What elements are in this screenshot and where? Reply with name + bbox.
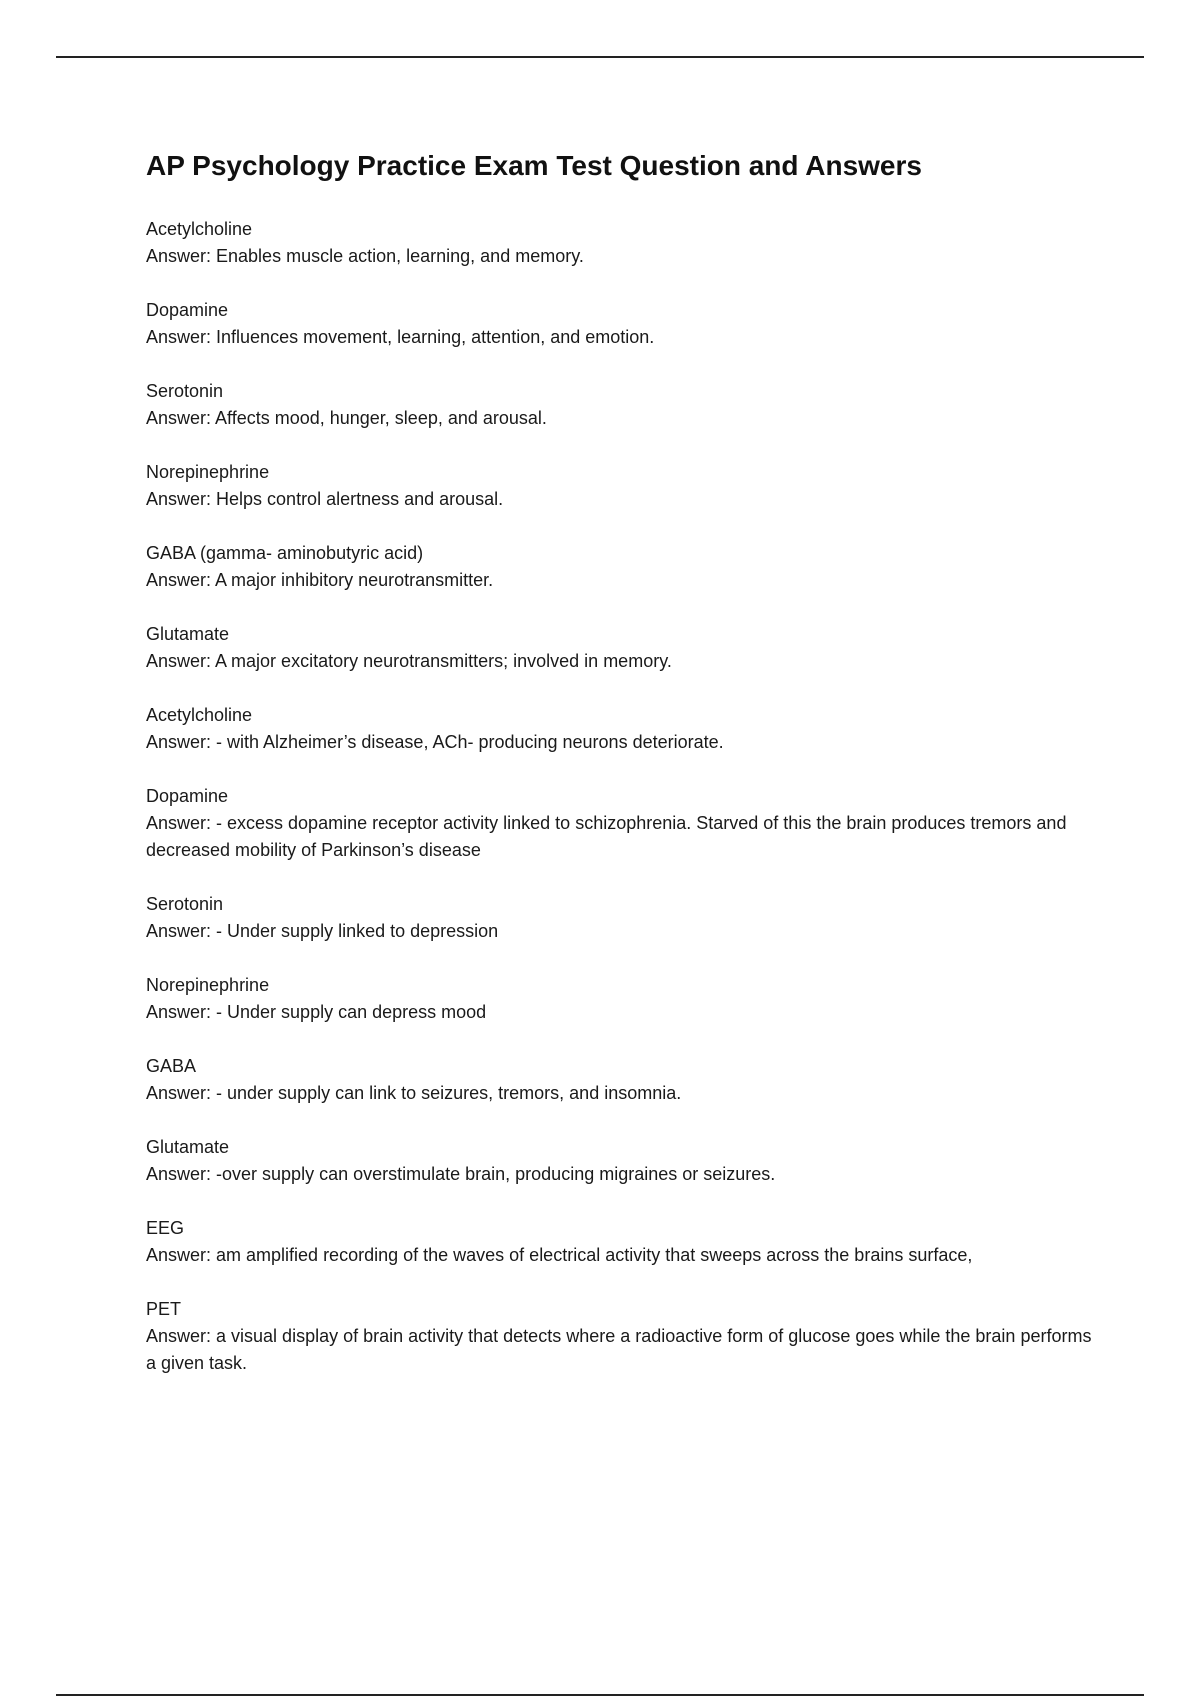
qa-answer: Answer: A major inhibitory neurotransmitter. <box>146 570 494 590</box>
qa-answer: Answer: Influences movement, learning, attention, and emotion. <box>146 327 655 347</box>
qa-item <box>146 1215 1106 1269</box>
qa-term: EEG <box>146 1218 185 1238</box>
qa-answer: Answer: - with Alzheimer’s disease, ACh- producing neurons deteriorate. <box>146 732 724 752</box>
bottom-divider <box>56 1694 1144 1696</box>
qa-term: GABA (gamma- aminobutyric acid) <box>146 543 424 563</box>
document-title: AP Psychology Practice Exam Test Question and Answers <box>146 150 922 181</box>
qa-answer: Answer: - under supply can link to seizures, tremors, and insomnia. <box>146 1083 682 1103</box>
qa-term: Acetylcholine <box>146 705 253 725</box>
qa-term: Acetylcholine <box>146 219 253 239</box>
qa-answer: Answer: a visual display of brain activity that detects where a radioactive form of glucose goes while the brain performs a given task. <box>146 1326 1092 1373</box>
qa-item <box>146 972 1106 1026</box>
qa-item <box>146 783 1106 864</box>
qa-item <box>146 378 1106 432</box>
qa-list <box>146 216 1106 1377</box>
qa-answer: Answer: - excess dopamine receptor activity linked to schizophrenia. Starved of this the brain produces tremors and decreased mobility of Parkinson’s disease <box>146 813 1067 860</box>
qa-item <box>146 216 1106 270</box>
qa-answer: Answer: Enables muscle action, learning, and memory. <box>146 246 584 266</box>
qa-item <box>146 1296 1106 1377</box>
qa-term: Norepinephrine <box>146 462 270 482</box>
qa-answer: Answer: Helps control alertness and arousal. <box>146 489 504 509</box>
qa-term: Glutamate <box>146 1137 230 1157</box>
qa-answer: Answer: -over supply can overstimulate brain, producing migraines or seizures. <box>146 1164 776 1184</box>
qa-item <box>146 891 1106 945</box>
qa-answer: Answer: Affects mood, hunger, sleep, and arousal. <box>146 408 547 428</box>
qa-term: Norepinephrine <box>146 975 270 995</box>
qa-term: Dopamine <box>146 786 229 806</box>
document-body <box>146 146 1106 1404</box>
qa-item <box>146 459 1106 513</box>
qa-term: Dopamine <box>146 300 229 320</box>
qa-item <box>146 621 1106 675</box>
qa-item <box>146 702 1106 756</box>
qa-term: Serotonin <box>146 381 224 401</box>
qa-item <box>146 540 1106 594</box>
qa-answer: Answer: - Under supply linked to depression <box>146 921 499 941</box>
qa-term: GABA <box>146 1056 197 1076</box>
qa-item <box>146 1134 1106 1188</box>
top-divider <box>56 56 1144 58</box>
qa-item <box>146 297 1106 351</box>
qa-answer: Answer: - Under supply can depress mood <box>146 1002 487 1022</box>
qa-term: Serotonin <box>146 894 224 914</box>
qa-answer: Answer: am amplified recording of the waves of electrical activity that sweeps across the brains surface, <box>146 1245 973 1265</box>
qa-item <box>146 1053 1106 1107</box>
qa-answer: Answer: A major excitatory neurotransmitters; involved in memory. <box>146 651 672 671</box>
qa-term: Glutamate <box>146 624 230 644</box>
qa-term: PET <box>146 1299 182 1319</box>
